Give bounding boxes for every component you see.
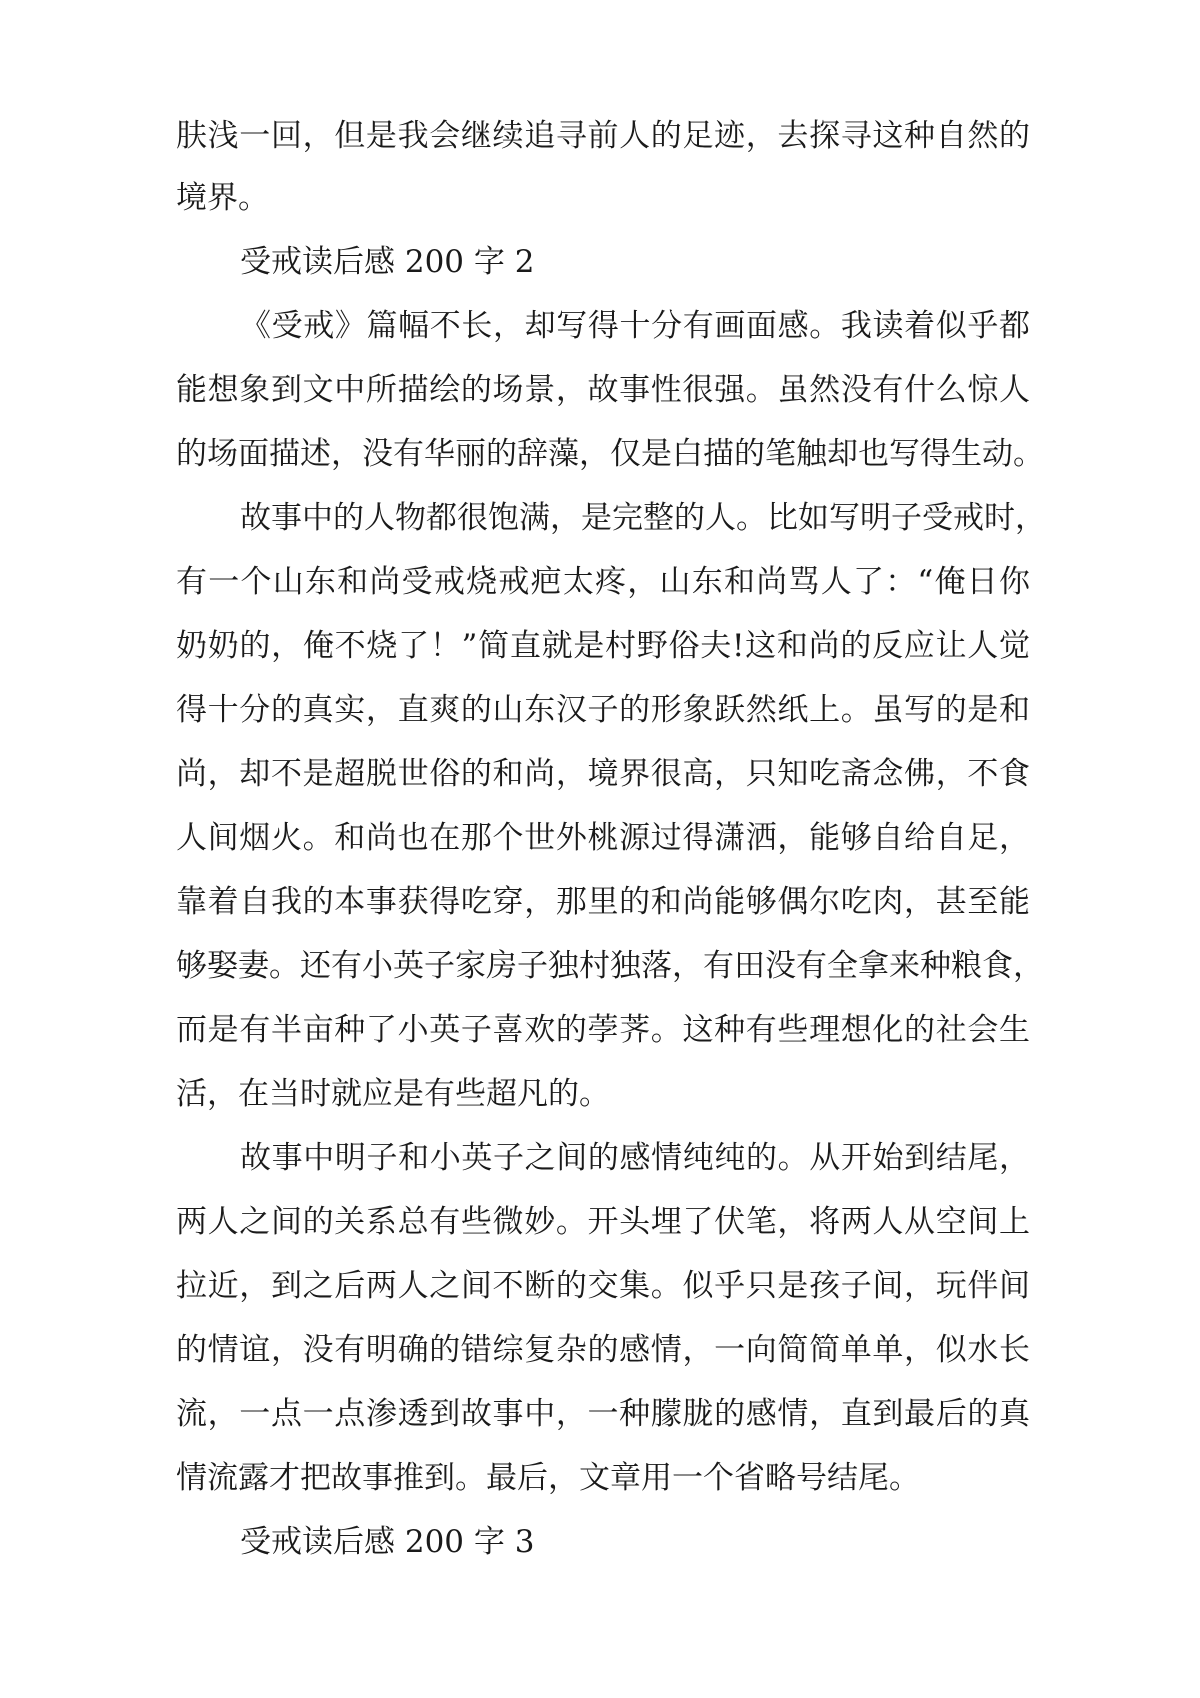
text-line: 故事中的人物都很饱满，是完整的人。比如写明子受戒时， xyxy=(240,500,1046,536)
text-line: 有一个山东和尚受戒烧戒疤太疼，山东和尚骂人了：“俺日你 xyxy=(176,564,1030,600)
text-line: 肤浅一回，但是我会继续追寻前人的足迹，去探寻这种自然的 xyxy=(176,118,1030,154)
text-line: 流，一点一点渗透到故事中，一种朦胧的感情，直到最后的真 xyxy=(176,1396,1030,1432)
text-line: 得十分的真实，直爽的山东汉子的形象跃然纸上。虽写的是和 xyxy=(176,692,1030,728)
text-line: 够娶妻。还有小英子家房子独村独落，有田没有全拿来种粮食， xyxy=(176,948,1044,984)
text-line: 境界。 xyxy=(176,180,269,216)
text-line: 的情谊，没有明确的错综复杂的感情，一向简简单单，似水长 xyxy=(176,1332,1030,1368)
section-heading: 受戒读后感 200 字 3 xyxy=(240,1524,535,1560)
text-line: 故事中明子和小英子之间的感情纯纯的。从开始到结尾， xyxy=(240,1140,1030,1176)
text-line: 靠着自我的本事获得吃穿，那里的和尚能够偶尔吃肉，甚至能 xyxy=(176,884,1030,920)
text-line: 尚，却不是超脱世俗的和尚，境界很高，只知吃斋念佛，不食 xyxy=(176,756,1030,792)
text-line: 情流露才把故事推到。最后，文章用一个省略号结尾。 xyxy=(176,1460,920,1496)
text-line: 活，在当时就应是有些超凡的。 xyxy=(176,1076,610,1112)
text-line: 而是有半亩种了小英子喜欢的荸荠。这种有些理想化的社会生 xyxy=(176,1012,1030,1048)
text-line: 人间烟火。和尚也在那个世外桃源过得潇洒，能够自给自足， xyxy=(176,820,1030,856)
text-line: 能想象到文中所描绘的场景，故事性很强。虽然没有什么惊人 xyxy=(176,372,1030,408)
text-line: 奶奶的，俺不烧了！”简直就是村野俗夫!这和尚的反应让人觉 xyxy=(176,628,1030,664)
section-heading: 受戒读后感 200 字 2 xyxy=(240,244,535,280)
text-line: 两人之间的关系总有些微妙。开头埋了伏笔，将两人从空间上 xyxy=(176,1204,1030,1240)
text-line: 的场面描述，没有华丽的辞藻，仅是白描的笔触却也写得生动。 xyxy=(176,436,1044,472)
text-line: 拉近，到之后两人之间不断的交集。似乎只是孩子间，玩伴间 xyxy=(176,1268,1030,1304)
text-line: 《受戒》篇幅不长，却写得十分有画面感。我读着似乎都 xyxy=(240,308,1030,344)
